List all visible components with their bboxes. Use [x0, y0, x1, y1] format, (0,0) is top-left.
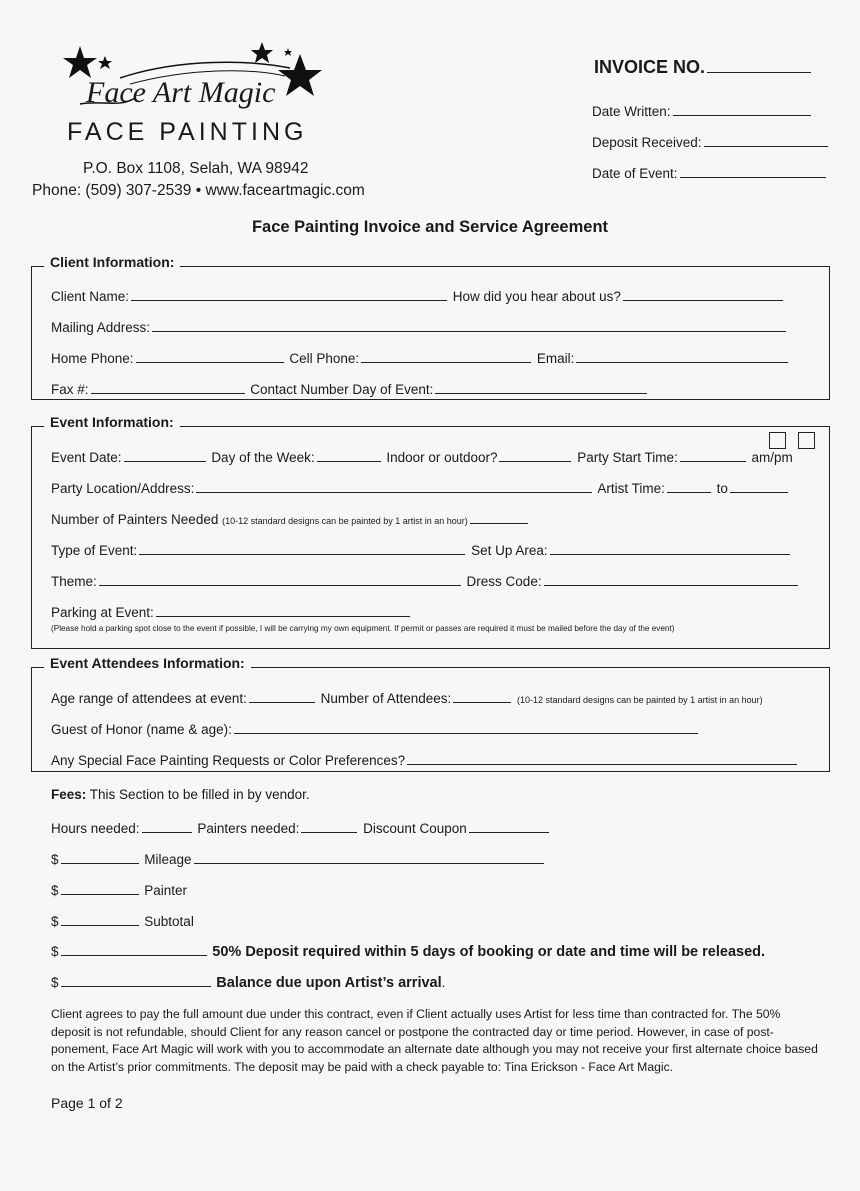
artist-time-label: Artist Time:: [597, 481, 665, 496]
cell-phone-field[interactable]: [361, 348, 531, 363]
client-name-field[interactable]: [131, 286, 447, 301]
subtotal-label: Subtotal: [144, 914, 194, 929]
indoor-outdoor-label: Indoor or outdoor?: [386, 450, 498, 465]
date-of-event-field[interactable]: [680, 163, 826, 178]
setup-label: Set Up Area:: [471, 543, 548, 558]
fax-label: Fax #:: [51, 382, 89, 397]
type-field[interactable]: [139, 540, 465, 555]
deposit-row: [51, 941, 765, 960]
location-row: [51, 478, 790, 496]
hours-field[interactable]: [142, 818, 192, 833]
logo: [60, 38, 330, 118]
subtotal-field[interactable]: [61, 911, 139, 926]
client-name-row: [51, 286, 785, 304]
dollar-sign: $: [51, 914, 59, 929]
painters-needed-label: Number of Painters Needed: [51, 512, 219, 527]
age-range-field[interactable]: [249, 688, 315, 703]
deposit-received-field[interactable]: [704, 132, 828, 147]
indoor-outdoor-field[interactable]: [499, 447, 571, 462]
event-heading: Event Information:: [44, 414, 180, 430]
deposit-received-label: Deposit Received:: [592, 135, 702, 150]
location-field[interactable]: [196, 478, 592, 493]
painters-field[interactable]: [301, 818, 357, 833]
fees-desc: This Section to be filled in by vendor.: [89, 787, 310, 802]
painter-row: [51, 880, 187, 898]
dollar-sign: $: [51, 944, 59, 959]
parking-row: [51, 602, 412, 620]
client-name-label: Client Name:: [51, 289, 130, 304]
tagline: FACE PAINTING: [67, 118, 308, 146]
painters-needed-field[interactable]: [470, 509, 528, 524]
painters-label: Painters needed:: [197, 821, 300, 836]
address: P.O. Box 1108, Selah, WA 98942: [83, 160, 309, 177]
balance-note: Balance due upon Artist’s arrival: [216, 975, 442, 991]
to-label: to: [716, 481, 728, 496]
painters-row: [51, 509, 530, 527]
mileage-label: Mileage: [144, 852, 192, 867]
mailing-field[interactable]: [152, 317, 786, 332]
age-range-label: Age range of attendees at event:: [51, 691, 247, 706]
dress-field[interactable]: [544, 571, 798, 586]
day-of-week-label: Day of the Week:: [211, 450, 315, 465]
phone-row: [51, 348, 790, 366]
dress-label: Dress Code:: [466, 574, 542, 589]
day-of-week-field[interactable]: [317, 447, 381, 462]
requests-row: [51, 750, 799, 768]
event-date-row: [51, 447, 793, 465]
event-date-field[interactable]: [124, 447, 206, 462]
type-label: Type of Event:: [51, 543, 138, 558]
hear-about-field[interactable]: [623, 286, 783, 301]
invoice-number-line[interactable]: [707, 58, 811, 73]
start-time-field[interactable]: [680, 447, 746, 462]
event-date-label: Event Date:: [51, 450, 122, 465]
guest-field[interactable]: [234, 719, 698, 734]
coupon-label: Discount Coupon: [363, 821, 467, 836]
date-written-row: [592, 101, 813, 119]
artist-time-end-field[interactable]: [730, 478, 788, 493]
parking-note: (Please hold a parking spot close to the event if possible, I will be carrying my own equipment. If permit or passes are required it must be mailed before the day of the event): [51, 624, 675, 633]
invoice-title-text: INVOICE NO.: [594, 57, 706, 77]
mileage-row: [51, 849, 546, 867]
cell-phone-label: Cell Phone:: [289, 351, 360, 366]
date-of-event-label: Date of Event:: [592, 166, 678, 181]
dollar-sign: $: [51, 883, 59, 898]
location-label: Party Location/Address:: [51, 481, 195, 496]
home-phone-field[interactable]: [136, 348, 284, 363]
painters-note: (10-12 standard designs can be painted by 1 artist in an hour): [222, 516, 468, 526]
ampm-label: am/pm: [751, 450, 793, 465]
balance-row: [51, 972, 445, 991]
subtotal-row: [51, 911, 194, 929]
hear-about-label: How did you hear about us?: [452, 289, 621, 304]
contact: Phone: (509) 307-2539 • www.faceartmagic.com: [32, 182, 365, 199]
number-label: Number of Attendees:: [320, 691, 452, 706]
contact-day-label: Contact Number Day of Event:: [250, 382, 434, 397]
number-field[interactable]: [453, 688, 511, 703]
page-number: Page 1 of 2: [51, 1095, 123, 1111]
date-written-field[interactable]: [673, 101, 811, 116]
balance-amount-field[interactable]: [61, 972, 211, 987]
type-row: [51, 540, 792, 558]
terms-text: Client agrees to pay the full amount due under this contract, even if Client actually uses Artist for less time than contracted for. The 50% deposit is not refundable, should Client for any reason cancel or postpone the contracted day or time period. However, in case of post-ponement, Face Art Magic will work with you to accommodate an alternate date although you may not receive your first alternate choice based on the Artist’s prior commitments. The deposit may be paid with a check payable to: Tina Erickson - Face Art Magic.: [51, 1007, 818, 1074]
deposit-note: 50% Deposit required within 5 days of booking or date and time will be released.: [212, 944, 766, 960]
dollar-sign: $: [51, 975, 59, 990]
mileage-amount-field[interactable]: [61, 849, 139, 864]
theme-label: Theme:: [51, 574, 97, 589]
invoice-title: [594, 57, 813, 78]
painter-amount-field[interactable]: [61, 880, 139, 895]
client-heading: Client Information:: [44, 254, 180, 270]
balance-period: .: [441, 975, 446, 990]
requests-label: Any Special Face Painting Requests or Color Preferences?: [51, 753, 406, 768]
parking-field[interactable]: [156, 602, 410, 617]
contact-day-field[interactable]: [435, 379, 647, 394]
fax-row: [51, 379, 649, 397]
mailing-row: [51, 317, 788, 335]
theme-row: [51, 571, 800, 589]
setup-field[interactable]: [550, 540, 790, 555]
hours-label: Hours needed:: [51, 821, 140, 836]
theme-field[interactable]: [99, 571, 461, 586]
deposit-amount-field[interactable]: [61, 941, 207, 956]
painter-label: Painter: [144, 883, 188, 898]
start-time-label: Party Start Time:: [577, 450, 678, 465]
attendees-note: (10-12 standard designs can be painted by 1 artist in an hour): [517, 695, 763, 705]
pm-checkbox[interactable]: [798, 432, 815, 449]
doc-title: Face Painting Invoice and Service Agreement: [251, 218, 609, 236]
mileage-field[interactable]: [194, 849, 544, 864]
mailing-label: Mailing Address:: [51, 320, 151, 335]
requests-field[interactable]: [407, 750, 797, 765]
date-written-label: Date Written:: [592, 104, 671, 119]
home-phone-label: Home Phone:: [51, 351, 134, 366]
coupon-field[interactable]: [469, 818, 549, 833]
dollar-sign: $: [51, 852, 59, 867]
email-field[interactable]: [576, 348, 788, 363]
date-of-event-row: [592, 163, 828, 181]
logo-text: Face Art Magic: [86, 76, 276, 109]
fax-field[interactable]: [91, 379, 245, 394]
attendees-heading: Event Attendees Information:: [44, 655, 251, 671]
guest-row: [51, 719, 700, 737]
parking-label: Parking at Event:: [51, 605, 154, 620]
deposit-received-row: [592, 132, 830, 150]
artist-time-start-field[interactable]: [667, 478, 711, 493]
fees-heading-row: [51, 787, 310, 802]
email-label: Email:: [536, 351, 575, 366]
fees-label: Fees:: [51, 787, 87, 802]
age-row: [51, 688, 763, 706]
guest-label: Guest of Honor (name & age):: [51, 722, 232, 737]
hours-row: [51, 818, 551, 836]
